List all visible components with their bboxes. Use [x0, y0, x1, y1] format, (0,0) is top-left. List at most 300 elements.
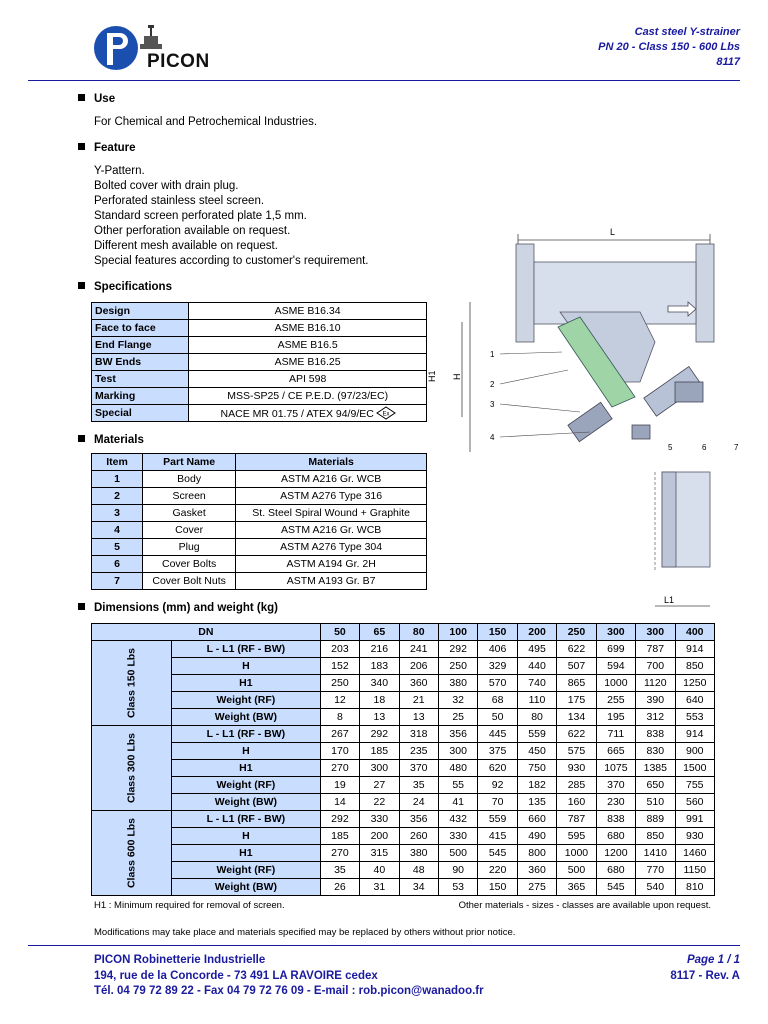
dimension-value: 1200 — [596, 845, 635, 862]
table-row — [92, 743, 715, 760]
column-header: 50 — [320, 624, 359, 641]
part-name: Screen — [143, 488, 236, 505]
section-specifications-title — [78, 281, 172, 293]
item-number: 1 — [92, 471, 143, 488]
dimension-value: 545 — [478, 845, 517, 862]
row-label: H1 — [172, 845, 321, 862]
dimension-value: 622 — [557, 726, 596, 743]
class-label — [92, 811, 172, 896]
dimension-value: 160 — [557, 794, 596, 811]
row-label: H — [172, 828, 321, 845]
dimension-value: 991 — [675, 811, 714, 828]
class-label-text: Class 300 Lbs — [125, 732, 138, 804]
row-label: H1 — [172, 760, 321, 777]
table-row — [92, 726, 715, 743]
row-label: L - L1 (RF - BW) — [172, 726, 321, 743]
footer-page-block — [670, 953, 740, 984]
dimension-value: 270 — [320, 845, 359, 862]
part-material: ASTM A276 Type 316 — [236, 488, 427, 505]
spec-value: ASME B16.25 — [189, 354, 427, 371]
dimension-value: 640 — [675, 692, 714, 709]
table-header-row — [92, 624, 715, 641]
dimension-value: 540 — [636, 879, 675, 896]
table-row — [92, 539, 427, 556]
y-strainer-drawing — [427, 222, 750, 607]
dimension-value: 930 — [557, 760, 596, 777]
column-header: 400 — [675, 624, 714, 641]
dimension-value: 365 — [557, 879, 596, 896]
table-row — [92, 845, 715, 862]
part-material: ASTM A276 Type 304 — [236, 539, 427, 556]
label-h: H — [452, 373, 462, 380]
column-header: Part Name — [143, 454, 236, 471]
feature-line: Perforated stainless steel screen. — [94, 195, 265, 207]
dimension-value: 13 — [360, 709, 399, 726]
dimension-value: 32 — [438, 692, 477, 709]
feature-line: Different mesh available on request. — [94, 240, 278, 252]
dimensions-body — [92, 641, 715, 896]
footer-contact: Tél. 04 79 72 89 22 - Fax 04 79 72 76 09 - E-mail : rob.picon@wanadoo.fr — [94, 985, 484, 997]
dimension-value: 356 — [399, 811, 438, 828]
label-l1: L1 — [664, 595, 675, 605]
item-number: 5 — [92, 539, 143, 556]
dimension-value: 203 — [320, 641, 359, 658]
table-row — [92, 573, 427, 590]
spec-value: ASME B16.5 — [189, 337, 427, 354]
table-row — [92, 522, 427, 539]
table-row — [92, 641, 715, 658]
feature-line: Y-Pattern. — [94, 165, 145, 177]
dimension-value: 150 — [478, 879, 517, 896]
spec-key: BW Ends — [92, 354, 189, 371]
part-label: 7 — [734, 443, 739, 452]
dimension-value: 545 — [596, 879, 635, 896]
dimension-value: 185 — [360, 743, 399, 760]
part-label: 2 — [490, 380, 495, 389]
dimension-value: 560 — [675, 794, 714, 811]
table-row — [92, 488, 427, 505]
dimension-value: 55 — [438, 777, 477, 794]
dimension-value: 200 — [360, 828, 399, 845]
materials-table — [91, 453, 427, 590]
specifications-table — [91, 302, 427, 422]
plug — [632, 425, 650, 439]
dimension-value: 650 — [636, 777, 675, 794]
document-header — [598, 25, 740, 70]
dimension-value: 787 — [557, 811, 596, 828]
part-material: St. Steel Spiral Wound + Graphite — [236, 505, 427, 522]
dimension-value: 510 — [636, 794, 675, 811]
part-name: Body — [143, 471, 236, 488]
section-dimensions-title — [78, 602, 278, 614]
cover-bolt-nut — [675, 382, 703, 402]
footer-company: PICON Robinetterie Industrielle — [94, 954, 266, 966]
use-text: For Chemical and Petrochemical Industries. — [94, 116, 318, 128]
atex-ex-icon — [377, 407, 395, 419]
dimension-value: 50 — [478, 709, 517, 726]
class-label — [92, 726, 172, 811]
dimension-value: 559 — [517, 726, 556, 743]
section-materials-label: Materials — [94, 434, 144, 446]
feature-line: Bolted cover with drain plug. — [94, 180, 239, 192]
spec-key: Test — [92, 371, 189, 388]
section-use-title — [78, 93, 115, 105]
dimension-value: 70 — [478, 794, 517, 811]
dimension-value: 370 — [596, 777, 635, 794]
spec-key: Face to face — [92, 320, 189, 337]
feature-line: Standard screen perforated plate 1,5 mm. — [94, 210, 307, 222]
dimension-value: 48 — [399, 862, 438, 879]
dimension-value: 270 — [320, 760, 359, 777]
row-label: Weight (BW) — [172, 879, 321, 896]
outlet-flange — [696, 244, 714, 342]
table-row — [92, 692, 715, 709]
row-label: Weight (RF) — [172, 692, 321, 709]
dimension-value: 680 — [596, 862, 635, 879]
table-header-row — [92, 454, 427, 471]
part-name: Cover — [143, 522, 236, 539]
dimension-value: 750 — [517, 760, 556, 777]
dimension-value: 889 — [636, 811, 675, 828]
table-row — [92, 811, 715, 828]
section-feature-label: Feature — [94, 142, 136, 154]
class-label — [92, 641, 172, 726]
dimension-value: 755 — [675, 777, 714, 794]
dimension-value: 90 — [438, 862, 477, 879]
part-label: 6 — [702, 443, 707, 452]
dimension-value: 24 — [399, 794, 438, 811]
dimension-value: 594 — [596, 658, 635, 675]
dimension-value: 292 — [360, 726, 399, 743]
dimension-value: 390 — [636, 692, 675, 709]
footer-page: Page 1 / 1 — [686, 954, 740, 966]
dimension-value: 152 — [320, 658, 359, 675]
dimension-value: 134 — [557, 709, 596, 726]
dimension-value: 1120 — [636, 675, 675, 692]
table-row — [92, 879, 715, 896]
column-header: 100 — [438, 624, 477, 641]
row-label: H1 — [172, 675, 321, 692]
dimension-value: 711 — [596, 726, 635, 743]
feature-line: Special features according to customer's requirement. — [94, 255, 369, 267]
footer-address: 194, rue de la Concorde - 73 491 LA RAVOIRE cedex — [94, 969, 378, 982]
dimension-value: 622 — [557, 641, 596, 658]
dimension-value: 507 — [557, 658, 596, 675]
picon-logo — [93, 23, 223, 73]
part-name: Plug — [143, 539, 236, 556]
table-row — [92, 828, 715, 845]
dimension-value: 680 — [596, 828, 635, 845]
column-header: 300 — [596, 624, 635, 641]
section-materials-title — [78, 434, 144, 446]
dimension-value: 830 — [636, 743, 675, 760]
dimension-value: 570 — [478, 675, 517, 692]
footer-company-block — [94, 953, 484, 1000]
table-row — [92, 658, 715, 675]
dimension-value: 620 — [478, 760, 517, 777]
dimension-value: 432 — [438, 811, 477, 828]
spec-value: MSS-SP25 / CE P.E.D. (97/23/EC) — [189, 388, 427, 405]
leader-line — [500, 404, 580, 412]
part-label: 4 — [490, 433, 495, 442]
dimension-value: 53 — [438, 879, 477, 896]
header-divider — [28, 80, 740, 81]
dimension-value: 595 — [557, 828, 596, 845]
dimension-value: 175 — [557, 692, 596, 709]
spec-value — [189, 405, 427, 422]
dimension-value: 1000 — [557, 845, 596, 862]
row-label: H — [172, 658, 321, 675]
spec-value: ASME B16.34 — [189, 303, 427, 320]
dimension-value: 267 — [320, 726, 359, 743]
dimension-value: 292 — [320, 811, 359, 828]
dimension-value: 865 — [557, 675, 596, 692]
dimension-value: 1500 — [675, 760, 714, 777]
dimension-value: 315 — [360, 845, 399, 862]
item-number: 7 — [92, 573, 143, 590]
table-row — [92, 337, 427, 354]
dimension-value: 380 — [399, 845, 438, 862]
dimension-value: 8 — [320, 709, 359, 726]
dimension-value: 559 — [478, 811, 517, 828]
dimension-value: 800 — [517, 845, 556, 862]
dimension-value: 900 — [675, 743, 714, 760]
column-header: 65 — [360, 624, 399, 641]
dimension-value: 34 — [399, 879, 438, 896]
dimension-value: 553 — [675, 709, 714, 726]
table-row — [92, 303, 427, 320]
cover-bolt — [568, 402, 612, 441]
dimension-value: 375 — [478, 743, 517, 760]
dimension-value: 206 — [399, 658, 438, 675]
dimension-value: 183 — [360, 658, 399, 675]
dimension-value: 170 — [320, 743, 359, 760]
dimension-value: 1460 — [675, 845, 714, 862]
feature-list — [94, 164, 369, 269]
dimension-value: 1150 — [675, 862, 714, 879]
section-feature-title — [78, 142, 136, 154]
column-header: Item — [92, 454, 143, 471]
table-row — [92, 709, 715, 726]
section-specifications-label: Specifications — [94, 281, 172, 293]
column-header: 200 — [517, 624, 556, 641]
dimension-value: 490 — [517, 828, 556, 845]
dimension-value: 318 — [399, 726, 438, 743]
column-header: 80 — [399, 624, 438, 641]
section-use-label: Use — [94, 93, 116, 105]
bw-end-bevel — [662, 472, 676, 567]
dimension-value: 445 — [478, 726, 517, 743]
part-name: Gasket — [143, 505, 236, 522]
dimension-value: 18 — [360, 692, 399, 709]
dimension-value: 260 — [399, 828, 438, 845]
part-name: Cover Bolt Nuts — [143, 573, 236, 590]
leader-line — [500, 352, 562, 354]
column-header: 250 — [557, 624, 596, 641]
footer-rev: 8117 - Rev. A — [670, 969, 740, 982]
leader-line — [500, 370, 568, 384]
dimension-value: 216 — [360, 641, 399, 658]
footer-divider — [28, 945, 740, 946]
dimension-value: 26 — [320, 879, 359, 896]
dimension-value: 1385 — [636, 760, 675, 777]
doc-subtitle: PN 20 - Class 150 - 600 Lbs — [598, 41, 740, 53]
table-row — [92, 760, 715, 777]
dimension-value: 360 — [399, 675, 438, 692]
dimension-value: 380 — [438, 675, 477, 692]
table-row — [92, 862, 715, 879]
item-number: 2 — [92, 488, 143, 505]
dimension-value: 1410 — [636, 845, 675, 862]
dimension-value: 14 — [320, 794, 359, 811]
table-row — [92, 354, 427, 371]
dimension-value: 35 — [399, 777, 438, 794]
note-h1: H1 : Minimum required for removal of screen. — [94, 900, 285, 911]
dimension-value: 810 — [675, 879, 714, 896]
dimension-value: 41 — [438, 794, 477, 811]
dimension-value: 850 — [675, 658, 714, 675]
item-number: 4 — [92, 522, 143, 539]
dimension-value: 241 — [399, 641, 438, 658]
dimension-value: 285 — [557, 777, 596, 794]
row-label: Weight (BW) — [172, 794, 321, 811]
table-row — [92, 388, 427, 405]
dimension-value: 787 — [636, 641, 675, 658]
doc-code: 8117 — [716, 56, 740, 68]
dimension-value: 312 — [636, 709, 675, 726]
section-dimensions-label: Dimensions (mm) and weight (kg) — [94, 602, 279, 614]
note-modifications: Modifications may take place and materials specified may be replaced by others without prior notice. — [94, 927, 516, 938]
note-other: Other materials - sizes - classes are available upon request. — [458, 900, 711, 911]
row-label: Weight (RF) — [172, 862, 321, 879]
table-row — [92, 471, 427, 488]
dimensions-table — [91, 623, 715, 896]
spec-value: ASME B16.10 — [189, 320, 427, 337]
svg-text:Ex: Ex — [382, 411, 390, 417]
dimension-value: 22 — [360, 794, 399, 811]
dimension-value: 700 — [636, 658, 675, 675]
spec-key: End Flange — [92, 337, 189, 354]
dimension-value: 495 — [517, 641, 556, 658]
column-header-dn: DN — [92, 624, 321, 641]
dimension-value: 13 — [399, 709, 438, 726]
spec-key: Special — [92, 405, 189, 422]
dimension-value: 340 — [360, 675, 399, 692]
class-label-text: Class 150 Lbs — [125, 647, 138, 719]
item-number: 6 — [92, 556, 143, 573]
dimension-value: 660 — [517, 811, 556, 828]
label-l: L — [610, 227, 616, 237]
part-label: 3 — [490, 400, 495, 409]
dimension-value: 27 — [360, 777, 399, 794]
dimension-value: 360 — [517, 862, 556, 879]
table-row — [92, 794, 715, 811]
part-name: Cover Bolts — [143, 556, 236, 573]
dimension-value: 740 — [517, 675, 556, 692]
dimension-value: 275 — [517, 879, 556, 896]
brand-text: PICON — [147, 51, 210, 72]
doc-title: Cast steel Y-strainer — [634, 26, 740, 38]
dimension-value: 12 — [320, 692, 359, 709]
dimension-value: 300 — [438, 743, 477, 760]
dimension-value: 356 — [438, 726, 477, 743]
dimension-value: 35 — [320, 862, 359, 879]
spec-key: Design — [92, 303, 189, 320]
dimension-value: 195 — [596, 709, 635, 726]
dimension-value: 770 — [636, 862, 675, 879]
part-label: 1 — [490, 350, 495, 359]
dimension-value: 92 — [478, 777, 517, 794]
row-label: L - L1 (RF - BW) — [172, 811, 321, 828]
table-row — [92, 320, 427, 337]
dimension-value: 450 — [517, 743, 556, 760]
dimension-value: 1000 — [596, 675, 635, 692]
feature-line: Other perforation available on request. — [94, 225, 291, 237]
dimension-value: 575 — [557, 743, 596, 760]
row-label: Weight (BW) — [172, 709, 321, 726]
row-label: Weight (RF) — [172, 777, 321, 794]
item-number: 3 — [92, 505, 143, 522]
dimension-value: 440 — [517, 658, 556, 675]
dimension-value: 292 — [438, 641, 477, 658]
dimension-value: 930 — [675, 828, 714, 845]
dimension-value: 500 — [557, 862, 596, 879]
inlet-flange — [516, 244, 534, 342]
dimension-value: 25 — [438, 709, 477, 726]
dimension-value: 300 — [360, 760, 399, 777]
table-row — [92, 505, 427, 522]
part-label: 5 — [668, 443, 673, 452]
table-row — [92, 777, 715, 794]
row-label: H — [172, 743, 321, 760]
spec-value: API 598 — [189, 371, 427, 388]
table-row — [92, 405, 427, 422]
dimension-value: 480 — [438, 760, 477, 777]
dimension-value: 500 — [438, 845, 477, 862]
dimension-value: 699 — [596, 641, 635, 658]
table-row — [92, 675, 715, 692]
column-header: 300 — [636, 624, 675, 641]
dimension-value: 68 — [478, 692, 517, 709]
part-material: ASTM A193 Gr. B7 — [236, 573, 427, 590]
dimension-value: 110 — [517, 692, 556, 709]
row-label: L - L1 (RF - BW) — [172, 641, 321, 658]
dimension-value: 1250 — [675, 675, 714, 692]
dimension-value: 250 — [438, 658, 477, 675]
dimension-value: 330 — [360, 811, 399, 828]
dimension-value: 135 — [517, 794, 556, 811]
dimension-value: 329 — [478, 658, 517, 675]
table-row — [92, 556, 427, 573]
dimension-value: 40 — [360, 862, 399, 879]
part-material: ASTM A194 Gr. 2H — [236, 556, 427, 573]
dimension-value: 914 — [675, 726, 714, 743]
dimension-value: 914 — [675, 641, 714, 658]
label-h1: H1 — [427, 370, 437, 382]
class-label-text: Class 600 Lbs — [125, 817, 138, 889]
dimension-value: 235 — [399, 743, 438, 760]
part-material: ASTM A216 Gr. WCB — [236, 471, 427, 488]
dimension-value: 182 — [517, 777, 556, 794]
dimension-value: 415 — [478, 828, 517, 845]
dimension-value: 838 — [596, 811, 635, 828]
dimension-value: 230 — [596, 794, 635, 811]
dimension-value: 330 — [438, 828, 477, 845]
column-header: 150 — [478, 624, 517, 641]
dimension-value: 665 — [596, 743, 635, 760]
spec-value-text: NACE MR 01.75 / ATEX 94/9/EC — [220, 407, 374, 420]
dimension-value: 1075 — [596, 760, 635, 777]
